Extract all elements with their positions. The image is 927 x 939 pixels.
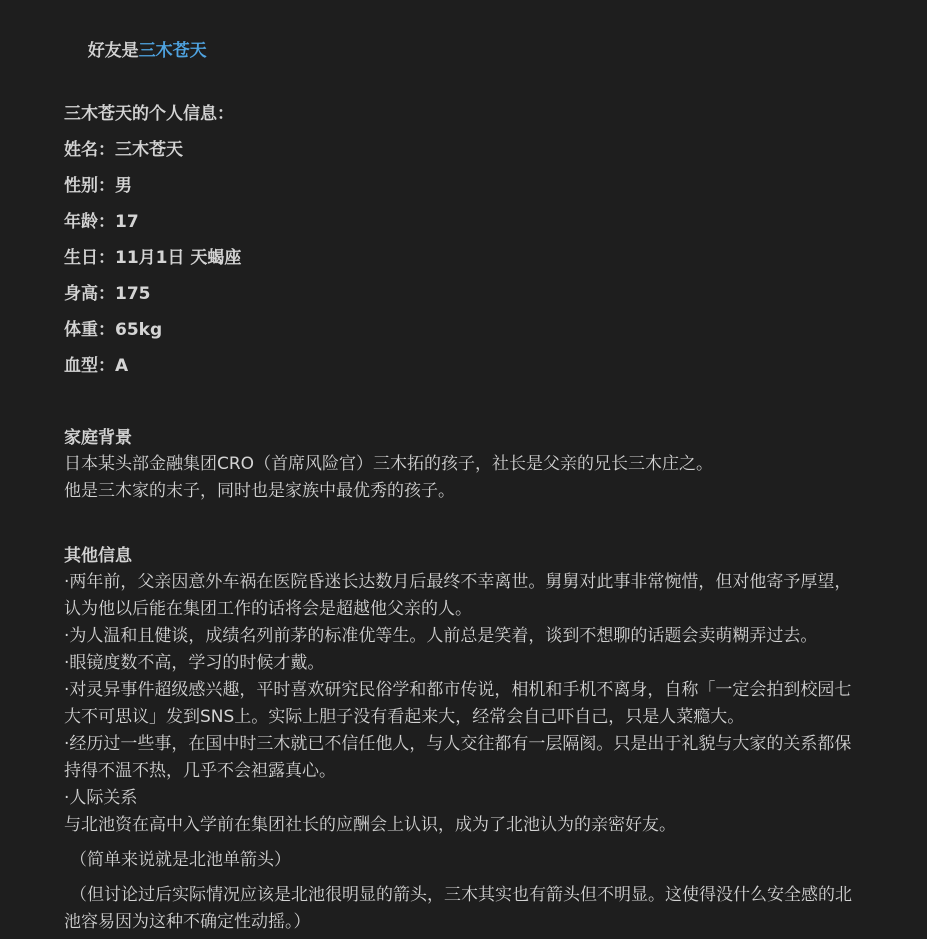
profile-label: 血型：: [64, 356, 115, 376]
profile-value: 三木苍天: [115, 140, 183, 160]
profile-value: 65kg: [115, 320, 163, 340]
profile-value: 男: [115, 176, 132, 196]
profile-label: 性别：: [64, 176, 115, 196]
profile-label: 年龄：: [64, 212, 115, 232]
profile-row-age: [64, 208, 864, 244]
profile-value: 175: [115, 284, 151, 304]
profile-list: [64, 136, 864, 388]
other-line: ·对灵异事件超级感兴趣，平时喜欢研究民俗学和都市传说，相机和手机不离身，自称「一定会拍到校园七大不可思议」发到SNS上。实际上胆子没有看起来大，经常会自己吓自己，只是人菜瘾大。: [64, 680, 852, 727]
profile-value: 17: [115, 212, 139, 232]
profile-row-weight: [64, 316, 864, 352]
other-note: （简单来说就是北池单箭头）: [70, 850, 291, 870]
profile-value: 11月1日 天蝎座: [115, 248, 242, 268]
family-line: 日本某头部金融集团CRO（首席风险官）三木拓的孩子，社长是父亲的兄长三木庄之。: [64, 454, 714, 474]
profile-row-birthday: [64, 244, 864, 280]
family-line: 他是三木家的末子，同时也是家族中最优秀的孩子。: [64, 481, 455, 501]
other-line: ·为人温和且健谈，成绩名列前茅的标准优等生。人前总是笑着，谈到不想聊的话题会卖萌糊弄过去。: [64, 626, 818, 646]
document-content: [64, 12, 864, 936]
other-line: ·眼镜度数不高，学习的时候才戴。: [64, 653, 325, 673]
other-title: 其他信息: [64, 546, 132, 566]
friend-prefix: 好友是: [87, 41, 139, 61]
profile-title: 三木苍天的个人信息：: [64, 104, 234, 124]
other-line: ·人际关系: [64, 788, 138, 808]
profile-label: 生日：: [64, 248, 115, 268]
profile-label: 身高：: [64, 284, 115, 304]
family-title: 家庭背景: [64, 428, 132, 448]
profile-label: 姓名：: [64, 140, 115, 160]
family-section: [64, 425, 864, 505]
other-line: 与北池资在高中入学前在集团社长的应酬会上认识，成为了北池认为的亲密好友。: [64, 815, 676, 835]
profile-row-gender: [64, 172, 864, 208]
other-line: ·经历过一些事，在国中时三木就已不信任他人，与人交往都有一层隔阂。只是出于礼貌与大家的关系都保持得不温不热，几乎不会袒露真心。: [64, 734, 852, 781]
profile-label: 体重：: [64, 320, 115, 340]
other-section: [64, 543, 864, 936]
profile-row-height: [64, 280, 864, 316]
friend-line: [64, 12, 864, 90]
other-line: ·两年前，父亲因意外车祸在医院昏迷长达数月后最终不幸离世。舅舅对此事非常惋惜，但对他寄予厚望，认为他以后能在集团工作的话将会是超越他父亲的人。: [64, 572, 852, 619]
profile-row-blood-type: [64, 352, 864, 388]
profile-value: A: [115, 356, 129, 376]
other-note: （但讨论过后实际情况应该是北池很明显的箭头，三木其实也有箭头但不明显。这使得没什么安全感的北池容易因为这种不确定性动摇。）: [64, 885, 852, 932]
friend-name-link[interactable]: 三木苍天: [138, 41, 207, 61]
profile-row-name: [64, 136, 864, 172]
